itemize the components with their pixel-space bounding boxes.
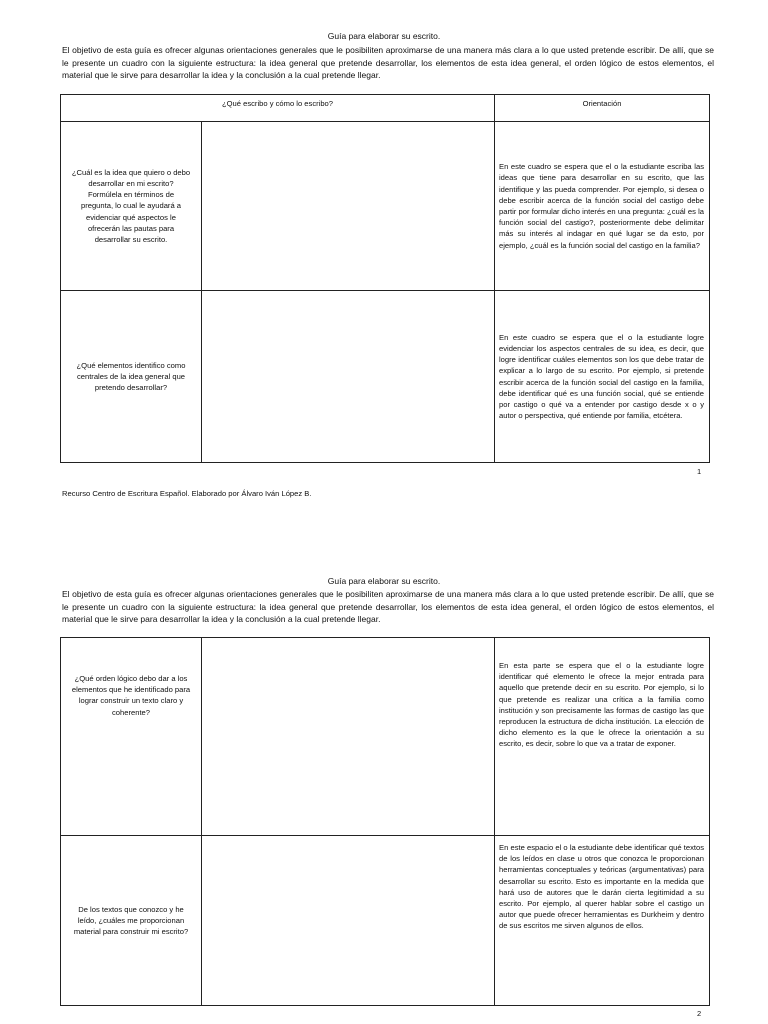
intro-paragraph: El objetivo de esta guía es ofrecer algunas orientaciones generales que le posibiliten aproximarse de una manera más clara a lo que usted pretende escribir. De allí, que se le presente un cuadro con la siguiente estructura: la idea general que pretende desarrollar, los elementos de esta idea general, el orden lógico de estos elementos, el material que le sirve para desarrollar la idea y la conclusión a la cual pretende llegar. bbox=[62, 589, 714, 624]
table-row bbox=[61, 836, 710, 1006]
guide-table bbox=[60, 637, 710, 1006]
credit-line: Recurso Centro de Escritura Español. Elaborado por Álvaro Iván López B. bbox=[62, 489, 312, 498]
page-number: 1 bbox=[697, 467, 702, 476]
table-row bbox=[61, 638, 710, 836]
guide-table bbox=[60, 94, 710, 463]
question-cell: De los textos que conozco y he leído, ¿cuáles me proporcionan material para construir mi escrito? bbox=[61, 836, 202, 1006]
orientation-cell: En este cuadro se espera que el o la estudiante logre evidenciar los aspectos centrales de su idea, es decir, que logre identificar cuáles elementos son los que debe tratar de explicar a lo largo de su escrito. Por ejemplo, si pretende escribir acerca de la función social del castigo en la familia, debe identificar qué es una función social, qué se entiende por castigo o qué va a entender por castigo desde x o y autor o perspectiva, qué entiende por familia, etcétera. bbox=[495, 291, 710, 463]
page-number: 2 bbox=[697, 1009, 702, 1018]
orientation-cell: En este cuadro se espera que el o la estudiante escriba las ideas que tiene para desarrollar en su escrito, que las identifique y las pueda comprender. Por ejemplo, si desea o debe escribir acerca de la función social del castigo debe partir por formular dicho interés en una pregunta: ¿cuál es la función social del castigo?, posteriormente debe delimitar más su interés al indagar en qué lugar se da esto, por ejemplo, ¿cuál es la función social del castigo en la familia? bbox=[495, 122, 710, 291]
answer-cell[interactable] bbox=[202, 638, 495, 836]
table-row bbox=[61, 122, 710, 291]
orientation-cell: En esta parte se espera que el o la estudiante logre identificar qué elemento le ofrece la mejor entrada para aquello que pretende decir en su escrito. Por ejemplo, si lo que pretende es realizar una crítica a la familia como institución y son precisamente las formas de castigo las que reproducen la estructura de dicha institución. La elección de dicho elemento es la que le ofrece la orientación a su escrito, es decir, sobre lo que va a tratar de exponer. bbox=[495, 638, 710, 836]
page-title: Guía para elaborar su escrito. bbox=[327, 31, 441, 41]
answer-cell[interactable] bbox=[202, 836, 495, 1006]
answer-cell[interactable] bbox=[202, 122, 495, 291]
answer-cell[interactable] bbox=[202, 291, 495, 463]
table-header-row bbox=[61, 95, 710, 122]
header-orientation-column: Orientación bbox=[495, 95, 710, 122]
header-question-column: ¿Qué escribo y cómo lo escribo? bbox=[61, 95, 495, 122]
table-row bbox=[61, 291, 710, 463]
question-cell: ¿Qué orden lógico debo dar a los elementos que he identificado para lograr construir un texto claro y coherente? bbox=[61, 638, 202, 836]
question-cell: ¿Cuál es la idea que quiero o debo desarrollar en mi escrito? Formúlela en términos de pregunta, lo cual le ayudará a evidenciar qué aspectos le ofrecerán las pautas para desarrollar su escrito. bbox=[61, 122, 202, 291]
intro-paragraph: El objetivo de esta guía es ofrecer algunas orientaciones generales que le posibiliten aproximarse de una manera más clara a lo que usted pretende escribir. De allí, que se le presente un cuadro con la siguiente estructura: la idea general que pretende desarrollar, los elementos de esta idea general, el orden lógico de estos elementos, el material que le sirve para desarrollar la idea y la conclusión a la cual pretende llegar. bbox=[62, 45, 714, 80]
page-title: Guía para elaborar su escrito. bbox=[327, 576, 441, 586]
question-cell: ¿Qué elementos identifico como centrales de la idea general que pretendo desarrollar? bbox=[61, 291, 202, 463]
page-2 bbox=[0, 520, 768, 1024]
orientation-cell: En este espacio el o la estudiante debe identificar qué textos de los leídos en clase u otros que conozca le proporcionan herramientas conceptuales y teóricas (argumentativas) para desarrollar su escrito. Esto es importante en la medida que hará uso de autores que le darán cierta legitimidad a su escrito. Por ejemplo, al querer hablar sobre el castigo un autor que puede ofrecer herramientas es Durkheim y dentro de sus escritos me sirven algunos de ellos. bbox=[495, 836, 710, 1006]
